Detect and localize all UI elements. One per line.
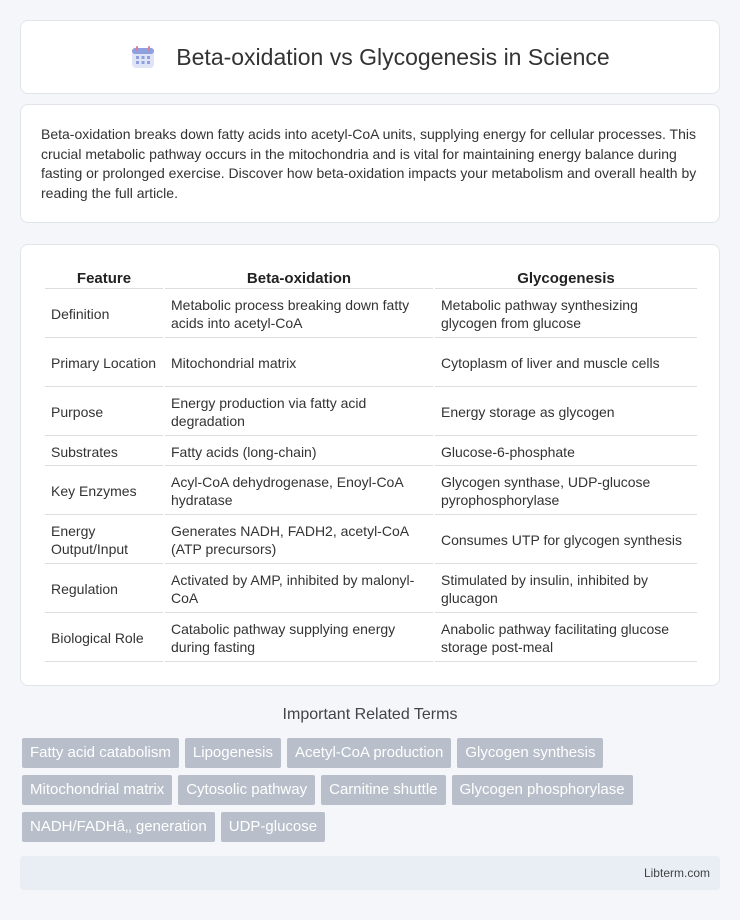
column-header-glycogenesis: Glycogenesis [435, 267, 697, 289]
term-tag[interactable]: Acetyl-CoA production [287, 738, 451, 768]
glycogenesis-cell: Anabolic pathway facilitating glucose storage post-meal [435, 615, 697, 662]
feature-cell: Primary Location [45, 340, 163, 387]
footer [20, 856, 720, 890]
beta-oxidation-cell: Energy production via fatty acid degradation [165, 389, 433, 436]
table-row [45, 291, 697, 338]
glycogenesis-cell: Glycogen synthase, UDP-glucose pyrophosphorylase [435, 468, 697, 515]
header-card [20, 20, 720, 94]
feature-cell: Biological Role [45, 615, 163, 662]
table-row [45, 615, 697, 662]
glycogenesis-cell: Consumes UTP for glycogen synthesis [435, 517, 697, 564]
beta-oxidation-cell: Mitochondrial matrix [165, 340, 433, 387]
feature-cell: Definition [45, 291, 163, 338]
term-tag[interactable]: Mitochondrial matrix [22, 775, 172, 805]
table-row [45, 468, 697, 515]
intro-card [20, 104, 720, 223]
feature-cell: Regulation [45, 566, 163, 613]
table-row [45, 566, 697, 613]
table-row [45, 389, 697, 436]
table-row [45, 517, 697, 564]
beta-oxidation-cell: Acyl-CoA dehydrogenase, Enoyl-CoA hydratase [165, 468, 433, 515]
glycogenesis-cell: Metabolic pathway synthesizing glycogen from glucose [435, 291, 697, 338]
comparison-card [20, 244, 720, 686]
beta-oxidation-cell: Metabolic process breaking down fatty acids into acetyl-CoA [165, 291, 433, 338]
feature-cell: Purpose [45, 389, 163, 436]
term-tag[interactable]: NADH/FADHâ‚‚ generation [22, 812, 215, 842]
term-tag[interactable]: Glycogen synthesis [457, 738, 603, 768]
table-header-row [45, 267, 697, 289]
header [130, 44, 609, 71]
beta-oxidation-cell: Fatty acids (long-chain) [165, 438, 433, 466]
table-row [45, 340, 697, 387]
term-tag[interactable]: Cytosolic pathway [178, 775, 315, 805]
column-header-beta-oxidation: Beta-oxidation [165, 267, 433, 289]
glycogenesis-cell: Stimulated by insulin, inhibited by glucagon [435, 566, 697, 613]
glycogenesis-cell: Glucose-6-phosphate [435, 438, 697, 466]
column-header-feature: Feature [45, 267, 163, 289]
calendar-grid-icon [130, 44, 156, 70]
beta-oxidation-cell: Activated by AMP, inhibited by malonyl-CoA [165, 566, 433, 613]
footer-site-link[interactable]: Libterm.com [643, 866, 710, 880]
feature-cell: Energy Output/Input [45, 517, 163, 564]
term-tag[interactable]: Lipogenesis [185, 738, 281, 768]
comparison-table [43, 265, 699, 664]
related-terms-list [22, 738, 722, 842]
table-row [45, 438, 697, 466]
related-terms-title: Important Related Terms [282, 706, 458, 723]
intro-paragraph: Beta-oxidation breaks down fatty acids into acetyl-CoA units, supplying energy for cellular processes. This crucial metabolic pathway occurs in the mitochondria and is vital for maintaining energy balance during fasting or prolonged exercise. Discover how beta-oxidation impacts your metabolism and overall health by reading the full article. [41, 126, 697, 201]
beta-oxidation-cell: Catabolic pathway supplying energy during fasting [165, 615, 433, 662]
feature-cell: Substrates [45, 438, 163, 466]
term-tag[interactable]: Fatty acid catabolism [22, 738, 179, 768]
feature-cell: Key Enzymes [45, 468, 163, 515]
page-title: Beta-oxidation vs Glycogenesis in Science [176, 43, 610, 70]
term-tag[interactable]: Glycogen phosphorylase [452, 775, 633, 805]
term-tag[interactable]: Carnitine shuttle [321, 775, 445, 805]
glycogenesis-cell: Cytoplasm of liver and muscle cells [435, 340, 697, 387]
glycogenesis-cell: Energy storage as glycogen [435, 389, 697, 436]
term-tag[interactable]: UDP-glucose [221, 812, 325, 842]
beta-oxidation-cell: Generates NADH, FADH2, acetyl-CoA (ATP precursors) [165, 517, 433, 564]
